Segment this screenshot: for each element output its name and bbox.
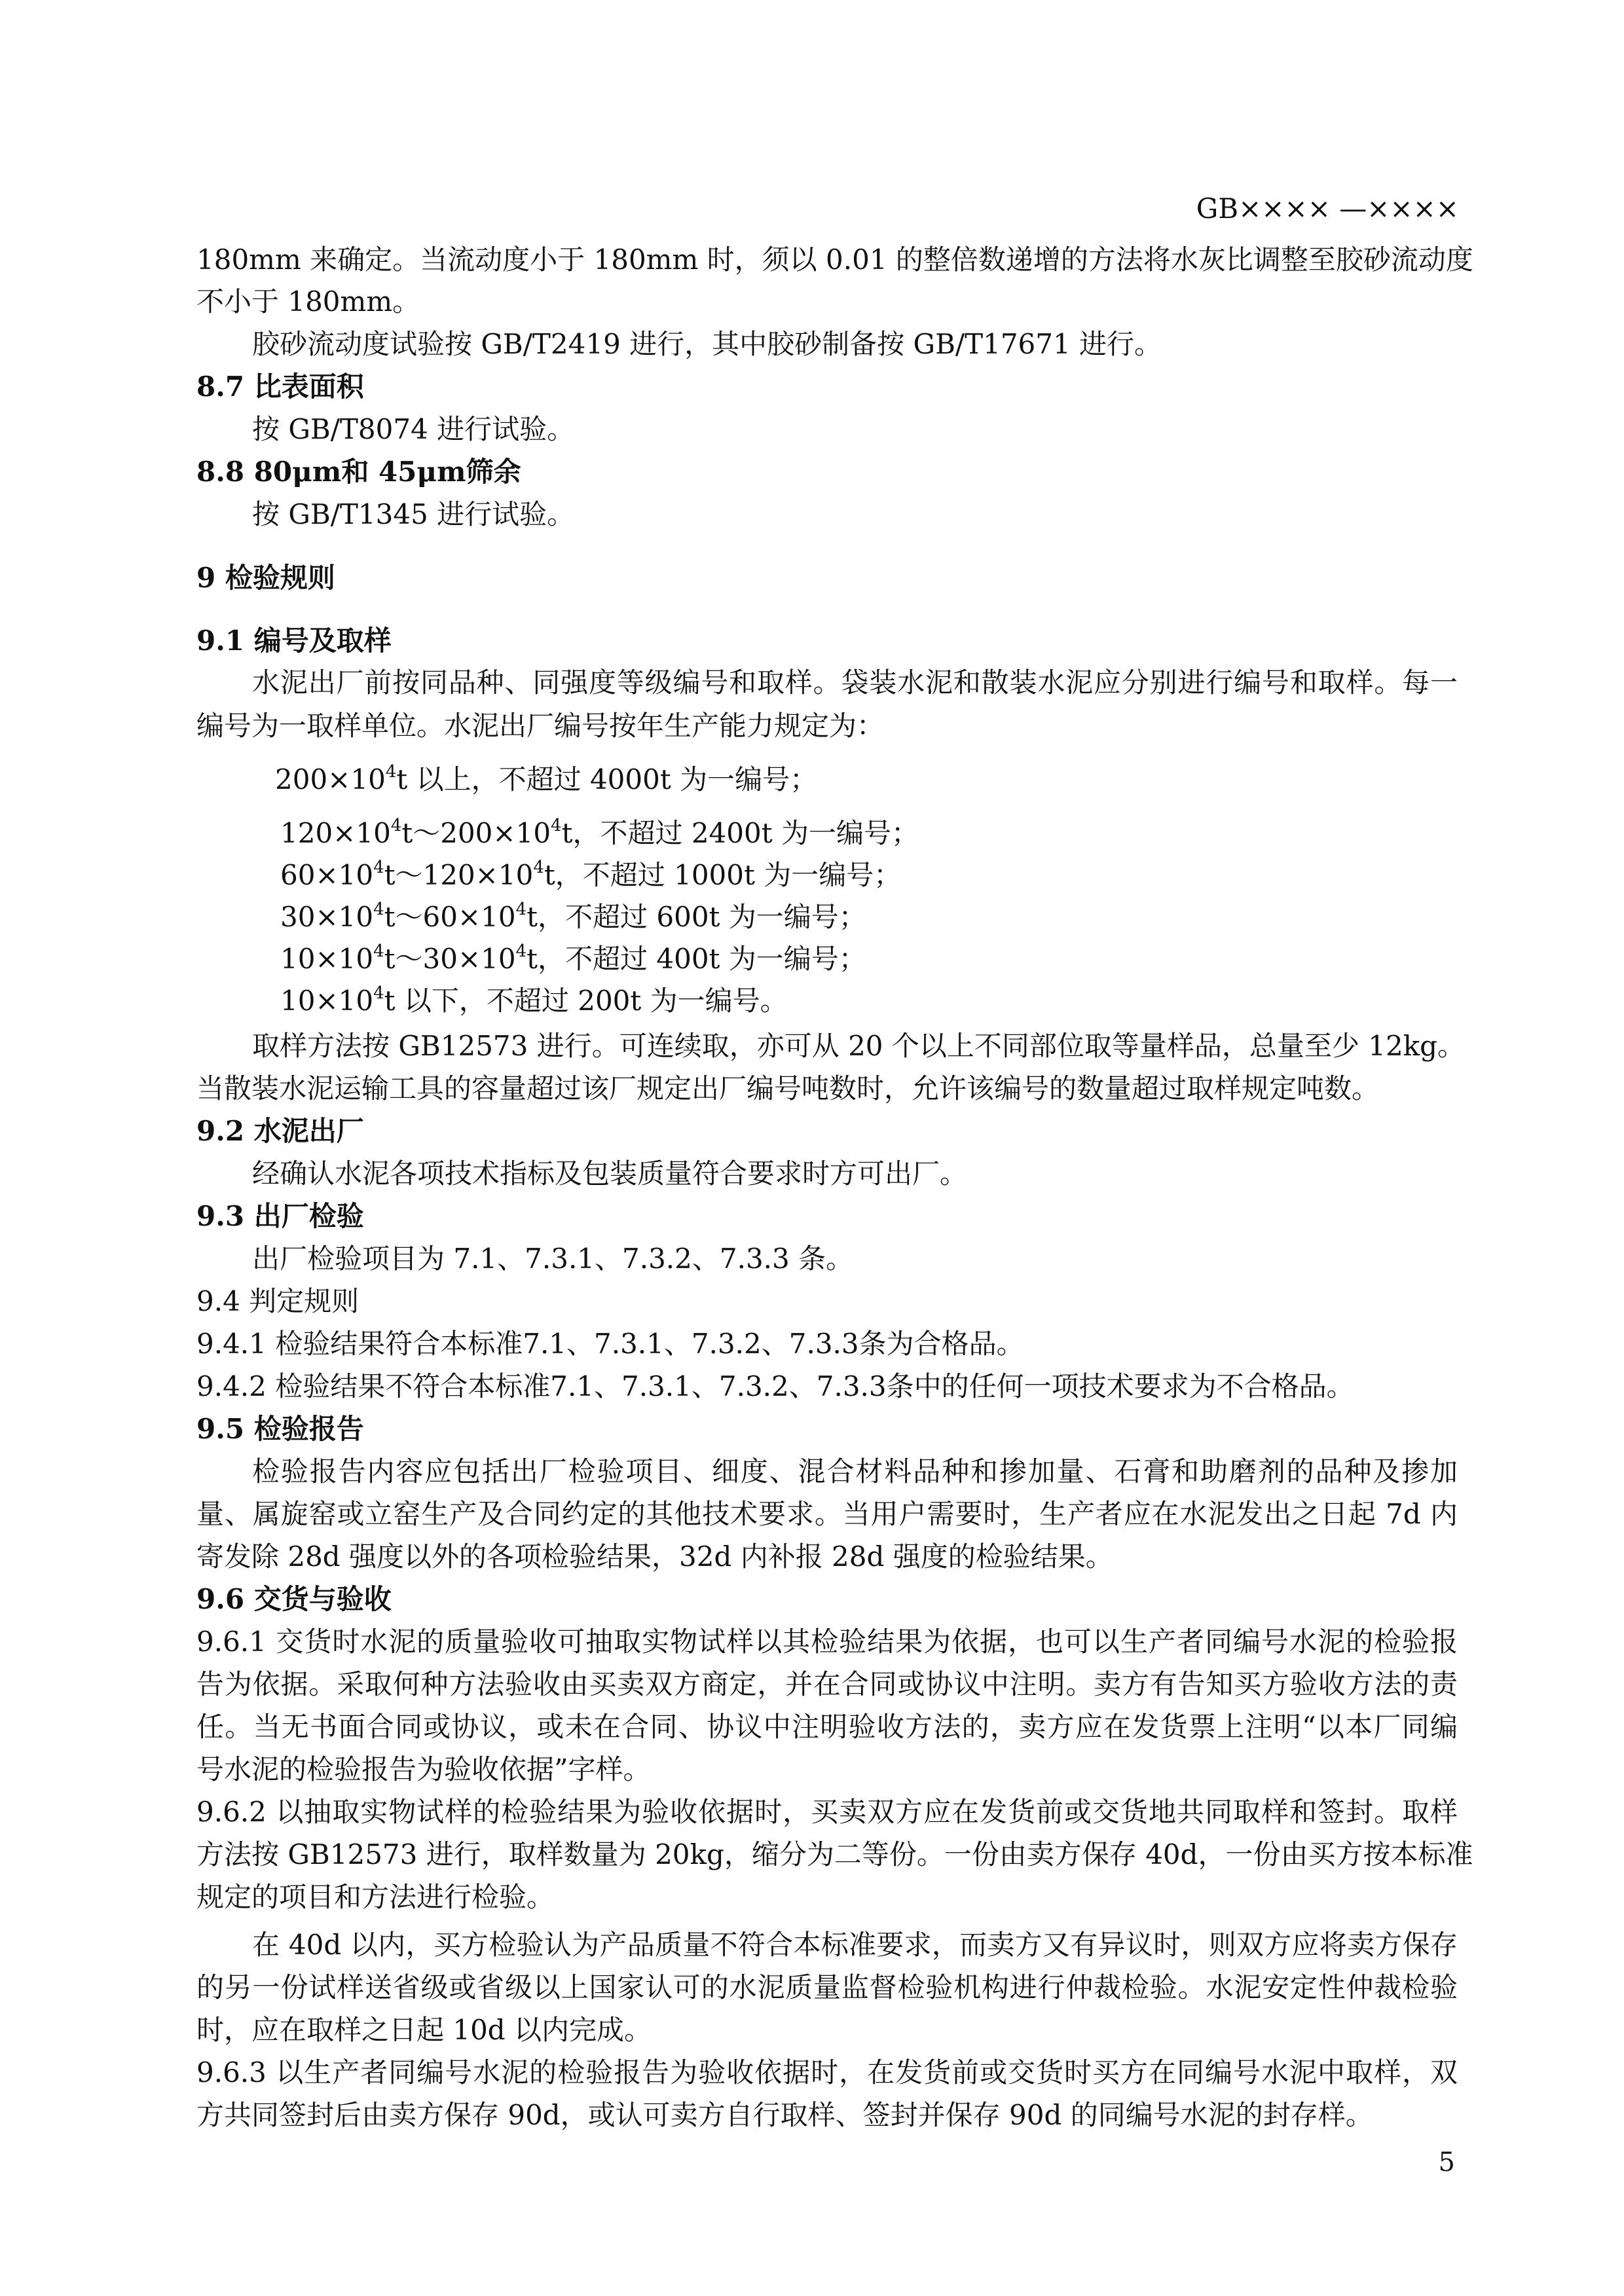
paragraph-line: 当散装水泥运输工具的容量超过该厂规定出厂编号吨数时，允许该编号的数量超过取样规定吨数。	[196, 1072, 1380, 1104]
capacity-rule-item: $120\times 10^4t\sim 200\times 10^4t$，不超过 2400t 为一编号；	[280, 816, 919, 849]
paragraph-line: 9.4.2 检验结果不符合本标准7.1、7.3.1、7.3.2、7.3.3条中的任何一项技术要求为不合格品。	[196, 1370, 1354, 1402]
capacity-rule-item: $30\times 10^4t\sim 60\times 10^4t$，不超过 600t 为一编号；	[280, 900, 866, 933]
chapter-heading-9: 9 检验规则	[196, 562, 335, 594]
paragraph-line: 180mm 来确定。当流动度小于 180mm 时，须以 0.01 的整倍数递增的方法将水灰比调整至胶砂流动度	[196, 244, 1473, 276]
paragraph-line: 经确认水泥各项技术指标及包装质量符合要求时方可出厂。	[252, 1157, 968, 1190]
paragraph-line: 告为依据。采取何种方法验收由买卖双方商定，并在合同或协议中注明。卖方有告知买方验收方法的责	[196, 1668, 1458, 1700]
paragraph-line: 按 GB/T8074 进行试验。	[252, 413, 575, 445]
section-heading-9-2: 9.2 水泥出厂	[196, 1115, 364, 1147]
paragraph-line: 胶砂流动度试验按 GB/T2419 进行，其中胶砂制备按 GB/T17671 进行。	[252, 328, 1162, 360]
section-heading-8-7: 8.7 比表面积	[196, 371, 364, 403]
paragraph-line: 编号为一取样单位。水泥出厂编号按年生产能力规定为：	[196, 710, 885, 742]
paragraph-line: 任。当无书面合同或协议，或未在合同、协议中注明验收方法的，卖方应在发货票上注明“以本厂同编	[196, 1711, 1458, 1743]
paragraph-line: 量、属旋窑或立窑生产及合同约定的其他技术要求。当用户需要时，生产者应在水泥发出之日起 7d 内	[196, 1498, 1458, 1530]
paragraph-line: 不小于 180mm。	[196, 285, 420, 318]
paragraph-line: 时，应在取样之日起 10d 以内完成。	[196, 2014, 652, 2046]
section-heading-9-3: 9.3 出厂检验	[196, 1200, 364, 1232]
paragraph-line: 在 40d 以内，买方检验认为产品质量不符合本标准要求，而卖方又有异议时，则双方应将卖方保存	[252, 1929, 1458, 1961]
section-heading-9-4: 9.4 判定规则	[196, 1285, 360, 1317]
page-number: 5	[1438, 2147, 1455, 2178]
capacity-rule-item: $200\times 10^4t$ 以上，不超过 4000t 为一编号；	[275, 762, 818, 795]
paragraph-line: 检验报告内容应包括出厂检验项目、细度、混合材料品种和掺加量、石膏和助磨剂的品种及掺加	[252, 1455, 1458, 1487]
paragraph-line: 规定的项目和方法进行检验。	[196, 1881, 555, 1913]
paragraph-line: 9.6.3 以生产者同编号水泥的检验报告为验收依据时，在发货前或交货时买方在同编号水泥中取样，双	[196, 2056, 1458, 2088]
paragraph-line: 取样方法按 GB12573 进行。可连续取，亦可从 20 个以上不同部位取等量样品，总量至少 12kg。	[252, 1030, 1466, 1062]
paragraph-line: 9.6.2 以抽取实物试样的检验结果为验收依据时，买卖双方应在发货前或交货地共同取样和签封。取样	[196, 1796, 1458, 1828]
paragraph-line: 水泥出厂前按同品种、同强度等级编号和取样。袋装水泥和散装水泥应分别进行编号和取样。每一	[252, 666, 1458, 699]
paragraph-line: 方法按 GB12573 进行，取样数量为 20kg，缩分为二等份。一份由卖方保存 40d，一份由买方按本标准	[196, 1838, 1473, 1870]
capacity-rule-item: $60\times 10^4t\sim 120\times 10^4t$，不超过 1000t 为一编号；	[280, 858, 902, 891]
paragraph-line: 的另一份试样送省级或省级以上国家认可的水泥质量监督检验机构进行仲裁检验。水泥安定性仲裁检验	[196, 1971, 1458, 2003]
paragraph-line: 9.4.1 检验结果符合本标准7.1、7.3.1、7.3.2、7.3.3条为合格品。	[196, 1328, 1024, 1360]
capacity-rule-item: $10\times 10^4t\sim 30\times 10^4t$，不超过 400t 为一编号；	[280, 941, 866, 975]
paragraph-line: 方共同签封后由卖方保存 90d，或认可卖方自行取样、签封并保存 90d 的同编号水泥的封存样。	[196, 2099, 1373, 2131]
section-heading-8-8: 8.8 80μm和 45μm筛余	[196, 456, 521, 488]
section-heading-9-6: 9.6 交货与验收	[196, 1583, 392, 1615]
standard-code-header: GB×××× —××××	[1196, 192, 1459, 225]
capacity-rule-item: $10\times 10^4t$ 以下，不超过 200t 为一编号。	[280, 983, 788, 1017]
section-heading-9-1: 9.1 编号及取样	[196, 625, 392, 657]
paragraph-line: 按 GB/T1345 进行试验。	[252, 498, 575, 530]
paragraph-line: 9.6.1 交货时水泥的质量验收可抽取实物试样以其检验结果为依据，也可以生产者同编号水泥的检验报	[196, 1626, 1458, 1658]
paragraph-line: 出厂检验项目为 7.1、7.3.1、7.3.2、7.3.3 条。	[252, 1243, 854, 1275]
paragraph-line: 寄发除 28d 强度以外的各项检验结果，32d 内补报 28d 强度的检验结果。	[196, 1540, 1113, 1573]
paragraph-line: 号水泥的检验报告为验收依据”字样。	[196, 1753, 651, 1785]
section-heading-9-5: 9.5 检验报告	[196, 1413, 364, 1445]
